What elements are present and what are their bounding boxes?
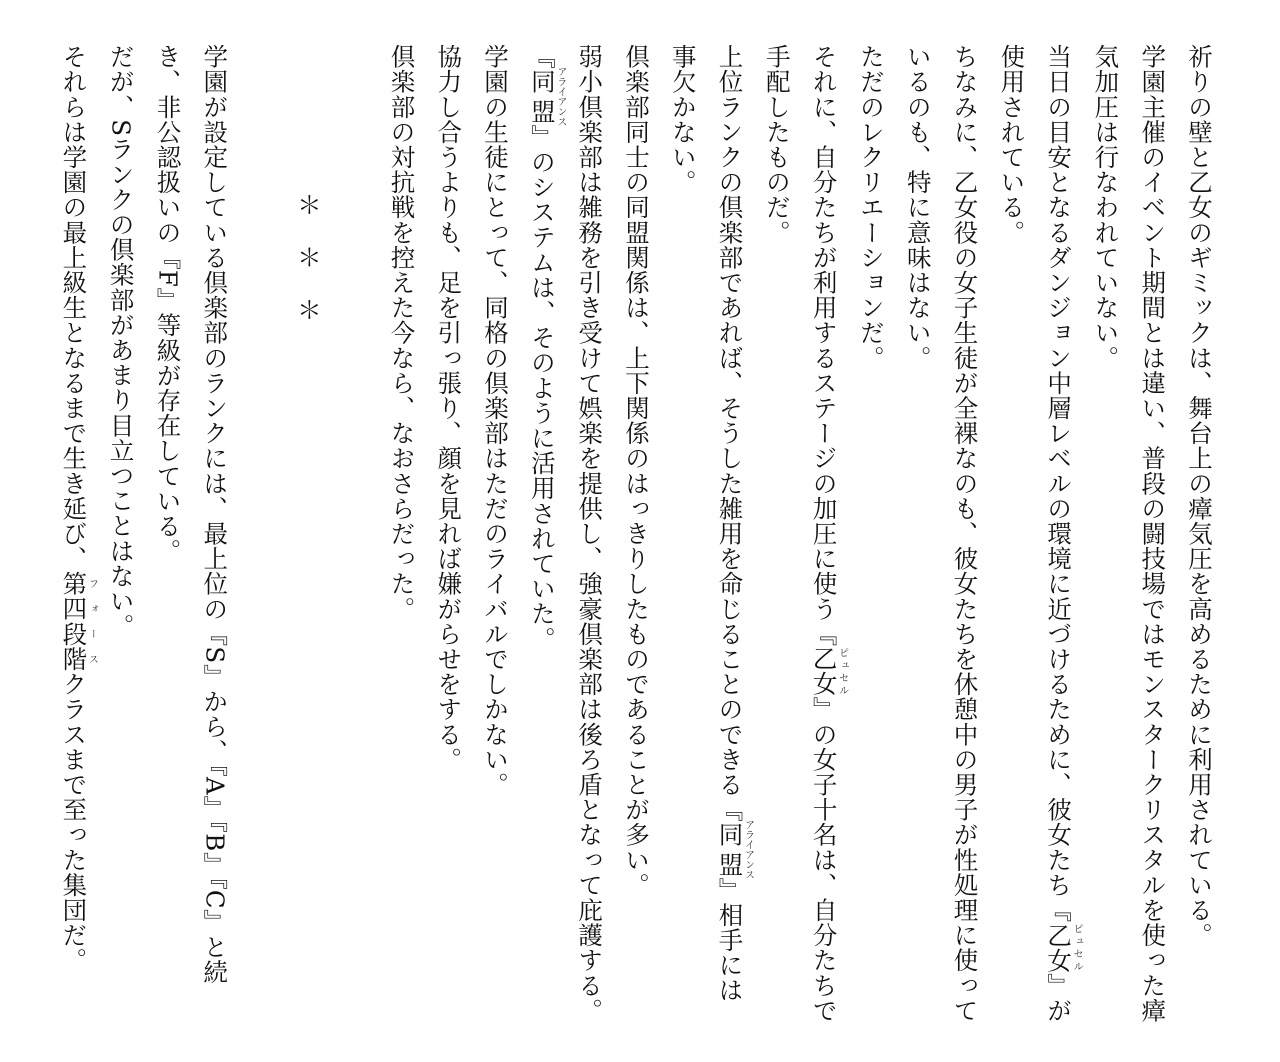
ruby-reading: ピュセル	[1071, 922, 1083, 973]
ruby-base: 乙女	[1044, 922, 1074, 973]
paragraph: 倶楽部同士の同盟関係は、上下関係のはっきりしたものであることが多い。	[621, 44, 651, 898]
paragraph: だが、Sランクの倶楽部があまり目立つことはない。	[106, 44, 136, 639]
ruby-reading: フォース	[86, 571, 98, 672]
paragraph-text: 上位ランクの倶楽部であれば、そうした雑用を命じることのできる『	[715, 44, 745, 823]
paragraph-text: 』が使用されている。	[997, 44, 1074, 1023]
paragraph: 協力し合うよりも、足を引っ張り、顔を見れば嫌がらせをする。	[434, 44, 464, 772]
paragraph-text: クラスまで至った集団だ。	[59, 671, 89, 973]
paragraph	[753, 44, 847, 1024]
paragraph: 学園の生徒にとって、同格の倶楽部はただのライバルでしかない。	[481, 44, 511, 797]
ruby-base: 同盟	[527, 66, 557, 127]
blank-line	[331, 44, 378, 1024]
ruby-base: 同盟	[715, 819, 745, 880]
paragraph-text: 』相手には事欠かない。	[668, 44, 745, 1003]
ruby-annotation	[59, 571, 98, 672]
ruby-reading: アライアンス	[554, 66, 566, 127]
paragraph: 学園主催のイベント期間とは違い、普段の闘技場ではモンスタークリスタルを使った瘴気加圧は行なわれていない。	[1091, 44, 1168, 1023]
paragraph-text: 『	[527, 44, 557, 70]
paragraph: 弱小倶楽部は雑務を引き受けて娯楽を提供し、強豪倶楽部は後ろ盾となって庇護する。	[575, 44, 605, 1023]
ruby-annotation	[809, 646, 848, 697]
paragraph	[988, 44, 1082, 1024]
paragraph: 祈りの壁と乙女のギミックは、舞台上の瘴気圧を高めるために利用されている。	[1185, 44, 1214, 948]
ruby-annotation	[715, 819, 754, 880]
paragraph: ちなみに、乙女役の女子生徒が全裸なのも、彼女たちを休憩中の男子が性処理に使っているのも、特に意味はない。	[903, 44, 980, 1023]
ruby-reading: ピュセル	[836, 646, 848, 697]
ruby-base: 第四段階	[59, 571, 89, 672]
paragraph	[518, 44, 565, 1024]
paragraph-text: 』のシステムは、そのように活用されていた。	[527, 124, 557, 652]
paragraph: 学園が設定している倶楽部のランクには、最上位の『S』から、『A』『B』『C』と続き、非公認扱いの『F』等級が存在している。	[153, 44, 230, 985]
paragraph: ただのレクリエーションだ。	[856, 44, 886, 371]
scene-separator: ＊＊＊	[293, 192, 323, 350]
paragraph-text: それらは学園の最上級生となるまで生き延び、	[59, 44, 89, 572]
paragraph-text: 当日の目安となるダンジョン中層レベルの環境に近づけるために、彼女たち『	[1044, 44, 1074, 923]
ruby-base: 乙女	[809, 646, 839, 697]
ruby-annotation	[1044, 922, 1083, 973]
vertical-text-body	[50, 44, 1222, 1024]
ruby-annotation	[527, 66, 566, 127]
paragraph-text: それに、自分たちが利用するステージの加圧に使う『	[809, 44, 839, 647]
ruby-reading: アライアンス	[742, 819, 754, 880]
paragraph	[50, 44, 97, 1024]
blank-line	[237, 44, 284, 1024]
paragraph-text: 』の女子十名は、自分たちで手配したものだ。	[762, 44, 839, 1023]
paragraph: 倶楽部の対抗戦を控えた今なら、なおさらだった。	[387, 44, 417, 622]
paragraph	[659, 44, 753, 1024]
